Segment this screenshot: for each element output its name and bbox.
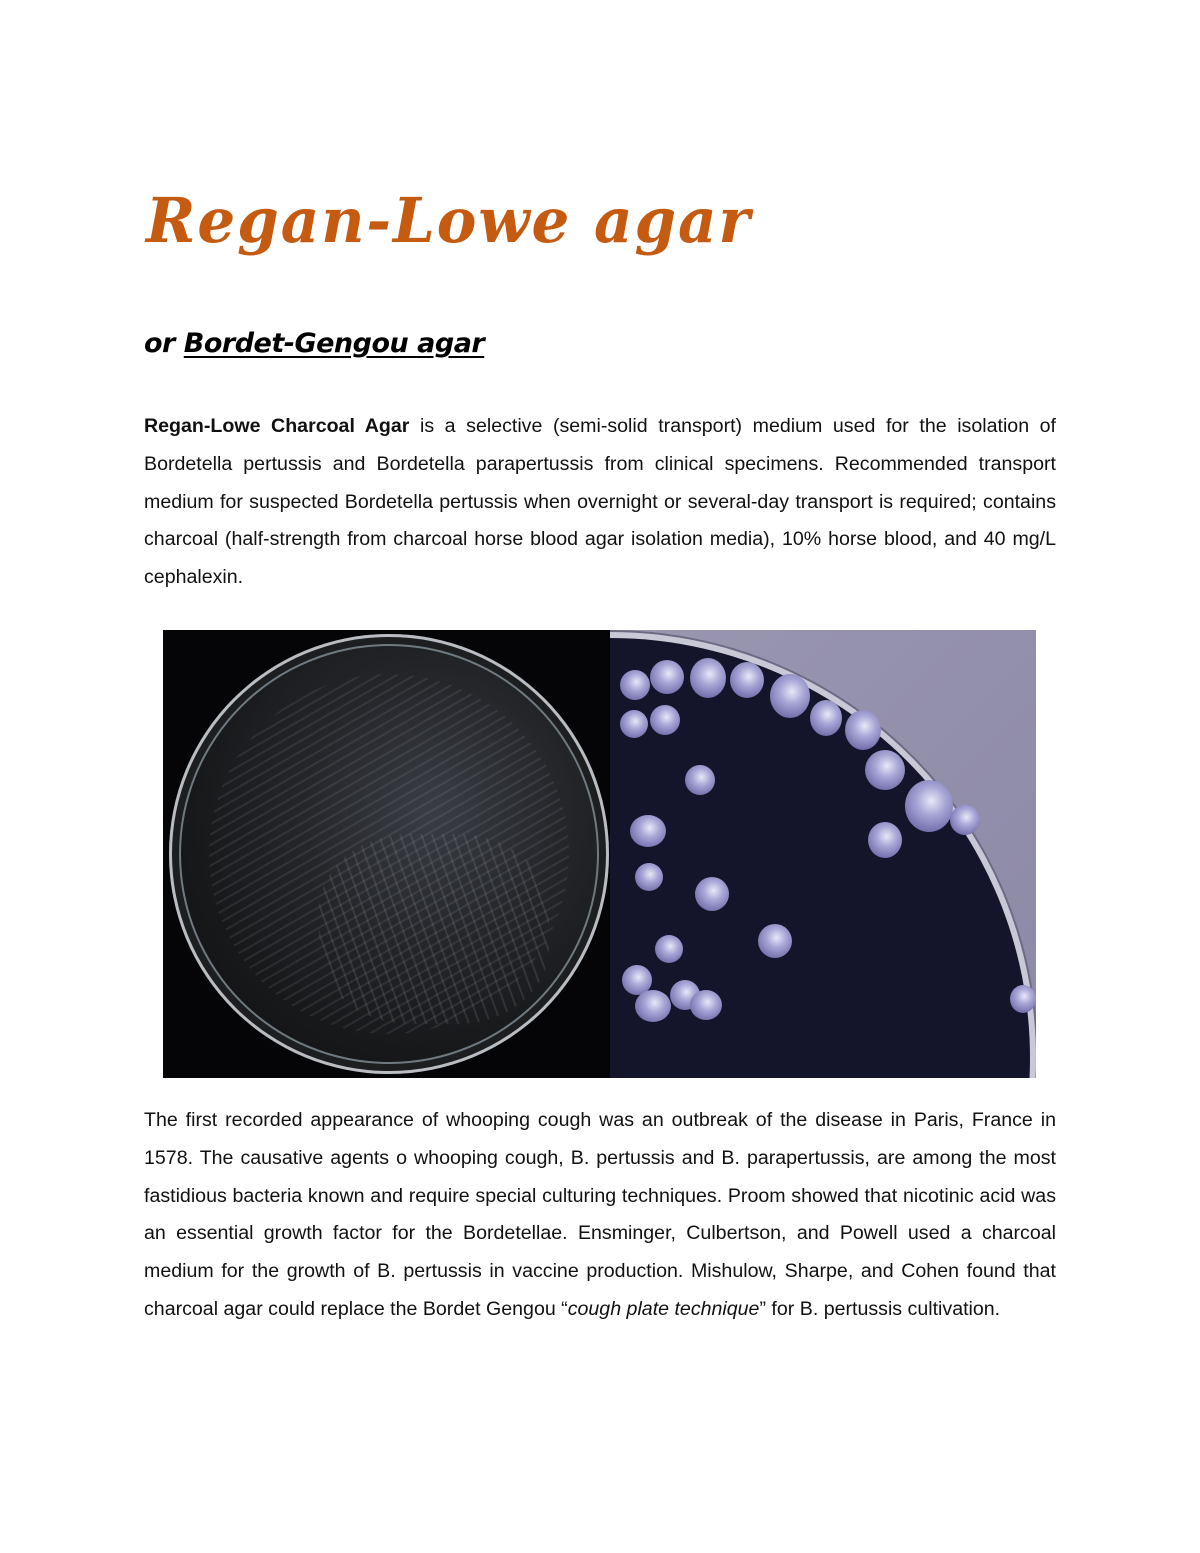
colony-icon: [950, 805, 980, 835]
intro-text: is a selective (semi-solid transport) medium used for the isolation of Bordetella pertussis and Bordetella parapertussis from clinical specimens. Recommended transport medium for suspected Bordetella pertussis when overnight or several-day transport is required; contains charcoal (half-strength from charcoal horse blood agar isolation media), 10% horse blood, and 40 mg/L cephalexin.: [144, 415, 1056, 589]
colony-icon: [685, 765, 715, 795]
charcoal-agar-plate-image: [163, 630, 610, 1078]
colony-icon: [630, 815, 666, 847]
colony-icon: [865, 750, 905, 790]
colony-icon: [620, 710, 648, 738]
colony-icon: [650, 660, 684, 694]
colony-icon: [905, 780, 953, 832]
colony-icon: [730, 662, 764, 698]
colony-icon: [868, 822, 902, 858]
subtitle-prefix: or: [144, 328, 184, 359]
history-text-end: ” for B. pertussis cultivation.: [759, 1297, 1001, 1320]
history-paragraph: [144, 1102, 1056, 1329]
colony-icon: [845, 710, 881, 750]
intro-paragraph: [144, 408, 1056, 597]
colony-icon: [690, 658, 726, 698]
colony-icon: [620, 670, 650, 700]
colony-icon: [690, 990, 722, 1020]
colony-icon: [655, 935, 683, 963]
history-italic-phrase: cough plate technique: [567, 1297, 760, 1320]
colony-icon: [758, 924, 792, 958]
agar-plates-figure: [163, 630, 1036, 1078]
bordetella-colonies-image: [610, 630, 1036, 1078]
history-text: The first recorded appearance of whooping cough was an outbreak of the disease in Paris, France in 1578. The causative agents o whooping cough, B. pertussis and B. parapertussis, are among the most fastidious bacteria known and require special culturing techniques. Proom showed that nicotinic acid was an essential growth factor for the Bordetellae. Ensminger, Culbertson, and Powell used a charcoal medium for the growth of B. pertussis in vaccine production. Mishulow, Sharpe, and Cohen found that charcoal agar could replace the Bordet Gengou “: [144, 1109, 1056, 1320]
subtitle: [144, 330, 484, 357]
colony-icon: [810, 700, 842, 736]
page-title: Regan-Lowe agar: [146, 183, 752, 257]
colony-icon: [1010, 985, 1036, 1013]
streak-pattern-secondary: [319, 834, 549, 1024]
colony-icon: [635, 863, 663, 891]
subtitle-underlined: Bordet-Gengou agar: [183, 328, 485, 359]
petri-dish-icon: [169, 634, 609, 1074]
colony-icon: [770, 674, 810, 718]
intro-bold-lead: Regan-Lowe Charcoal Agar: [144, 415, 410, 437]
colony-icon: [650, 705, 680, 735]
colony-icon: [695, 877, 729, 911]
colony-icon: [635, 990, 671, 1022]
